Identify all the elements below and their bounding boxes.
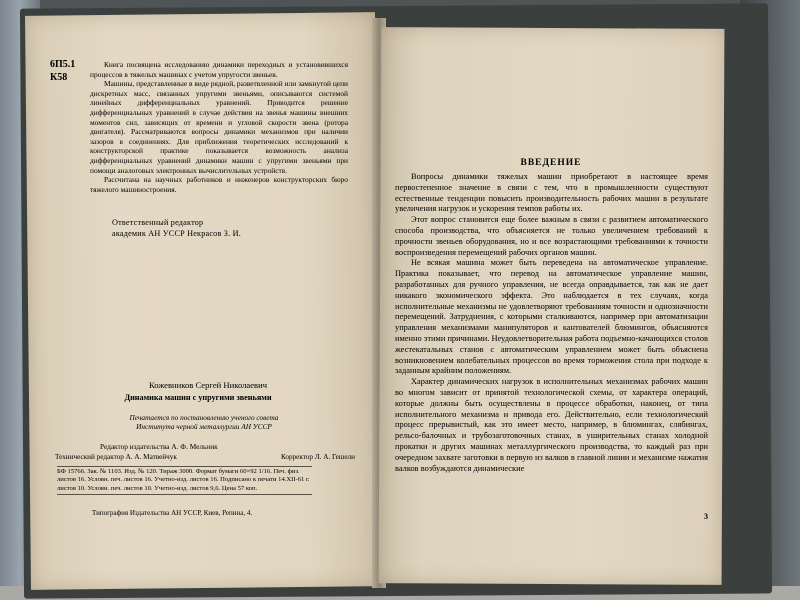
body-paragraph: Вопросы динамики тяжелых машин приобретают в настоящее время первостепенное значение в связи с тем, что в промышленности существуют естественные тенденции повысить производительность рабочих машин в результате увеличения нагрузок и ускорения темпов работы их. <box>395 172 708 214</box>
page-number: 3 <box>704 512 708 521</box>
print-data-line: листов 10. Условн. печ. листов 10. Учетно-изд. листов 9,6. Цена 57 коп. <box>57 484 258 492</box>
abstract-paragraph: Рассчитана на научных работников и инженеров конструкторских бюро тяжелого машиностроения. <box>90 175 348 194</box>
abstract-paragraph: Книга посвящена исследованию динамики переходных и установившихся процессов в тяжелых машинах с учетом упругости звеньев. <box>90 60 348 79</box>
technical-staff-row <box>55 453 355 461</box>
book-title: Динамика машин с упругими звеньями <box>124 393 272 402</box>
responsible-editor-label: Ответственный редактор <box>112 218 204 227</box>
bbk-code: 6П5.1 <box>50 59 76 70</box>
proofreader: Корректор Л. А. Гешели <box>280 453 355 461</box>
body-paragraph: Характер динамических нагрузок в исполнительных механизмах рабочих машин во многом зависит от принятой технологической схемы, от характера операций, которые должны быть осуществлены в процессе обработки, наконец, от типа исполнительного механизма и привода его. Действительно, если технологический процесс прерывистый, как это имеет место, например, в блюмингах, слябингах, рельсо-балочных и трубозаготовочных станах, в уширительных станах холодной прокатки и других машинах металлургического производства, то каждый раз при очередном захвате заготовки в первую из валков в главной линии и механизме нажатия валков возбуждаются динамические <box>395 377 708 473</box>
body-paragraph: Не всякая машина может быть переведена на автоматическое управление. Практика показывает, что перевод на автоматическое управление машин, разработанных для ручного управления, не всегда оправдывается, так как не дает никакого экономического эффекта. Это наблюдается в тех случаях, когда исполнительные механизмы не удовлетворяют требованиям точности и однозначности перемещений. Затруднения, с которыми сталкиваются, например при автоматизации управления механизмами манипуляторов и кантователей блюмингов, объясняются именно этими причинами. Неудовлетворительная работа подъемно-качающихся столов жестекатальных станов с автоматическим управлением может быть объяснена возникновением колебательных процессов во время торможения стола при подходе к заданным крайним положениям. <box>395 258 708 376</box>
print-data-line: листов 16. Условн. печ. листов 16. Учетно-изд. листов 16. Подписано к печати 14.XII-61 г. <box>57 476 310 484</box>
print-data-line: БФ 15766. Зак. № 1103. Изд. № 120. Тираж 3000. Формат бумаги 60×92 1/16. Печ. физ. <box>57 468 300 475</box>
classification-codes <box>50 58 75 84</box>
print-specifications <box>57 466 312 495</box>
responsible-editor-name: академик АН УССР Некрасов З. И. <box>112 229 241 238</box>
publishing-editor: Редактор издательства А. Ф. Мельник <box>100 442 218 451</box>
abstract-paragraph: Машины, представленные в виде рядной, разветвленной или замкнутой цепи дискретных масс, связанных упругими звеньями, описываются системой линейных дифференциальных уравнений. Приводится решение дифференциальных уравнений в случае действия на звенья машины внешних моментов сил, зависящих от времени и угловой скорости звена (ротора двигателя). Рассматриваются вопросы динамики механизмов при наличии зазоров в соединениях. Для приближения теоретических исследований к конструкторской практике показывается возможность анализа дифференциальных уравнений динамики машин с упругими звеньями при помощи аналоговых электронных вычислительных устройств. <box>90 79 348 175</box>
printer-info: Типография Издательства АН УССР, Киев, Репина, 4. <box>92 509 253 517</box>
author-name: Кожевников Сергей Николаевич <box>148 380 268 390</box>
book-abstract <box>90 60 348 194</box>
body-paragraph: Этот вопрос становится еще более важным в связи с развитием автоматического способа производства, что объясняется не только увеличением требований к прочности звеньев оборудования, но и все возрастающими требованиями к точности воспроизведения перемещений рабочих органов машин. <box>395 215 708 257</box>
introduction-text <box>395 172 708 474</box>
approval-note: Печатается по постановлению ученого совета Института черной металлургии АН УССР <box>129 413 279 432</box>
technical-editor: Технический редактор А. А. Матвейчук <box>55 453 177 461</box>
udc-code: К58 <box>50 72 68 83</box>
section-title: ВВЕДЕНИЕ <box>520 158 582 168</box>
responsible-editor <box>112 217 332 239</box>
